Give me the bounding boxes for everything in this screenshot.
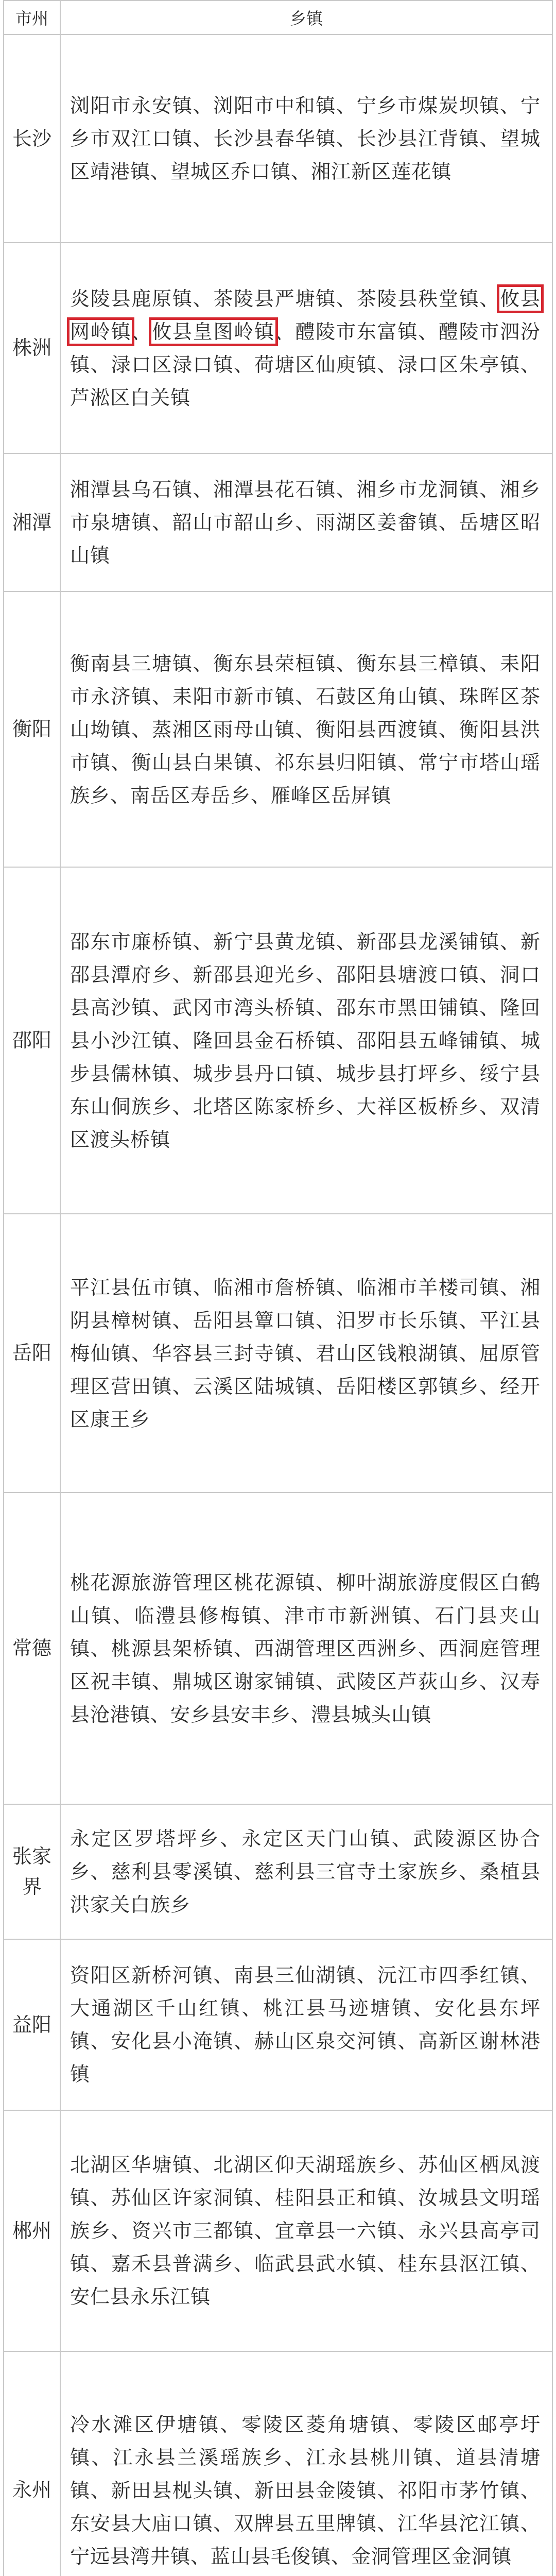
town-name: 经开区康王乡 bbox=[70, 1375, 541, 1431]
town-name: 武冈市湾头桥镇 bbox=[172, 996, 316, 1019]
town-separator: 、 bbox=[193, 2154, 214, 2176]
town-separator: 、 bbox=[316, 1571, 337, 1594]
town-separator: 、 bbox=[193, 1276, 214, 1299]
town-separator: 、 bbox=[150, 1703, 171, 1726]
towns-cell bbox=[60, 453, 552, 591]
town-separator: 、 bbox=[172, 1095, 193, 1118]
town-name: 蓝山县毛俊镇 bbox=[211, 2545, 332, 2568]
town-name: 湘阴县樟树镇 bbox=[70, 1276, 541, 1332]
header-towns: 乡镇 bbox=[60, 1, 552, 35]
town-name: 西湖管理区西洲乡 bbox=[254, 1637, 419, 1660]
town-separator: 、 bbox=[479, 127, 500, 150]
town-separator: 、 bbox=[152, 685, 172, 708]
town-name: 双牌县五里牌镇 bbox=[234, 2512, 377, 2535]
town-separator: 、 bbox=[254, 751, 275, 774]
town-separator: 、 bbox=[111, 2219, 132, 2242]
town-name: 宁乡市煤炭坝镇 bbox=[356, 94, 500, 117]
town-separator: 、 bbox=[291, 160, 311, 183]
town-separator: 、 bbox=[500, 1029, 520, 1052]
town-separator: 、 bbox=[377, 2512, 398, 2535]
header-city: 市州 bbox=[4, 1, 60, 35]
town-separator: 、 bbox=[377, 353, 398, 376]
town-separator: 、 bbox=[234, 2479, 254, 2502]
table-row bbox=[4, 867, 552, 1214]
town-name: 嘉禾县普满乡 bbox=[111, 2252, 234, 2275]
town-separator: 、 bbox=[479, 1670, 500, 1693]
town-table bbox=[3, 0, 553, 2576]
table-row bbox=[4, 2351, 552, 2576]
towns-cell bbox=[60, 591, 552, 867]
town-separator: 、 bbox=[336, 127, 357, 150]
town-name: 桂东县沤江镇 bbox=[397, 2252, 520, 2275]
town-name: 绥宁县东山侗族乡 bbox=[70, 1062, 541, 1118]
town-name: 石鼓区角山镇 bbox=[316, 685, 439, 708]
town-separator: 、 bbox=[172, 1375, 193, 1398]
town-separator: 、 bbox=[500, 94, 520, 117]
town-separator: 、 bbox=[391, 1827, 413, 1850]
town-separator: 、 bbox=[234, 2252, 254, 2275]
town-name: 安化县东坪镇 bbox=[70, 1997, 541, 2053]
town-separator: 、 bbox=[520, 2479, 541, 2502]
towns-cell bbox=[60, 1804, 552, 1939]
town-name: 湘江新区莲花镇 bbox=[311, 160, 452, 183]
town-name: 衡东县三樟镇 bbox=[356, 652, 480, 675]
town-name: 资兴市三都镇 bbox=[131, 2219, 254, 2242]
town-name: 北塔区陈家桥乡 bbox=[193, 1095, 336, 1118]
town-name: 桑植县洪家关白族乡 bbox=[70, 1860, 541, 1916]
town-separator: 、 bbox=[336, 94, 357, 117]
town-separator: 、 bbox=[336, 652, 357, 675]
town-name: 桃花源旅游管理区桃花源镇 bbox=[70, 1571, 316, 1594]
town-separator: 、 bbox=[418, 1637, 439, 1660]
town-name: 衡阳县西渡镇 bbox=[316, 718, 439, 741]
town-separator: 、 bbox=[110, 784, 131, 807]
town-name: 炎陵县鹿原镇 bbox=[70, 287, 193, 310]
town-name: 茶陵县秩堂镇 bbox=[356, 287, 480, 310]
town-name: 芦淞区白关镇 bbox=[70, 386, 191, 409]
table-body bbox=[4, 35, 552, 2576]
town-name: 江永县桃川镇 bbox=[306, 2446, 435, 2469]
towns-cell bbox=[60, 243, 552, 453]
town-name: 零陵区邮亭圩镇 bbox=[70, 2413, 541, 2469]
town-name: 冷水滩区伊塘镇 bbox=[70, 2413, 220, 2436]
town-separator: 、 bbox=[150, 160, 171, 183]
town-name: 平江县伍市镇 bbox=[70, 1276, 193, 1299]
town-separator: 、 bbox=[172, 963, 193, 986]
town-name: 韶山市韶山乡 bbox=[172, 511, 296, 534]
city-cell: 张家界 bbox=[4, 1804, 60, 1939]
town-name: 临湘市羊楼司镇 bbox=[356, 1276, 500, 1299]
town-name: 长沙县江背镇 bbox=[356, 127, 480, 150]
town-name: 安乡县安丰乡 bbox=[170, 1703, 291, 1726]
town-name: 石门县夹山镇 bbox=[70, 1604, 541, 1660]
towns-cell bbox=[60, 867, 552, 1214]
town-name: 珠晖区茶山坳镇 bbox=[70, 685, 541, 741]
town-name: 新宁县黄龙镇 bbox=[213, 930, 336, 953]
town-separator: 、 bbox=[295, 718, 316, 741]
town-name: 北湖区仰天湖瑶族乡 bbox=[213, 2154, 398, 2176]
town-separator: 、 bbox=[336, 930, 357, 953]
town-name: 新邵县迎光乡 bbox=[193, 963, 316, 986]
town-separator: 、 bbox=[172, 1309, 193, 1332]
town-separator: 、 bbox=[331, 2545, 352, 2568]
town-name: 城步县儒林镇 bbox=[70, 1029, 541, 1085]
town-name: 南县三仙湖镇 bbox=[234, 1964, 357, 1987]
town-separator: 、 bbox=[520, 2512, 541, 2535]
town-name: 宜章县一六镇 bbox=[274, 2219, 398, 2242]
town-separator: 、 bbox=[316, 1670, 337, 1693]
town-separator: 、 bbox=[316, 1309, 337, 1332]
town-separator: 、 bbox=[111, 751, 132, 774]
town-separator: 、 bbox=[234, 1637, 254, 1660]
town-name: 邵阳县塘渡口镇 bbox=[336, 963, 480, 986]
town-separator: 、 bbox=[336, 287, 357, 310]
town-name: 衡阳县洪市镇 bbox=[70, 718, 541, 774]
town-separator: 、 bbox=[131, 320, 152, 343]
town-separator: 、 bbox=[336, 1095, 357, 1118]
town-separator: 、 bbox=[234, 2030, 254, 2053]
town-name: 新邵县龙溪铺镇 bbox=[356, 930, 500, 953]
town-separator: 、 bbox=[90, 2187, 111, 2209]
city-cell: 永州 bbox=[4, 2351, 60, 2576]
town-name: 平江县梅仙镇 bbox=[70, 1309, 541, 1365]
table-header-row bbox=[4, 1, 552, 35]
town-name: 西洞庭管理区祝丰镇 bbox=[70, 1637, 541, 1693]
town-name: 资阳区新桥河镇 bbox=[70, 1964, 214, 1987]
town-separator: 、 bbox=[479, 1095, 500, 1118]
town-name: 临澧县修梅镇 bbox=[134, 1604, 263, 1627]
town-name: 大祥区板桥乡 bbox=[356, 1095, 480, 1118]
town-name: 东安县大庙口镇 bbox=[70, 2512, 214, 2535]
town-separator: 、 bbox=[131, 1342, 152, 1365]
town-name: 柳叶湖旅游度假区白鹤山镇 bbox=[70, 1571, 541, 1627]
town-name: 南岳区寿岳乡 bbox=[130, 784, 251, 807]
town-separator: 、 bbox=[193, 287, 214, 310]
town-separator: 、 bbox=[520, 1964, 541, 1987]
town-separator: 、 bbox=[438, 718, 459, 741]
town-name: 永定区罗塔坪乡 bbox=[70, 1827, 220, 1850]
town-name: 浏阳市永安镇 bbox=[70, 94, 193, 117]
town-name: 邵东市廉桥镇 bbox=[70, 930, 193, 953]
town-name: 永定区天门山镇 bbox=[241, 1827, 392, 1850]
town-separator: 、 bbox=[336, 1029, 357, 1052]
town-name: 隆回县金石桥镇 bbox=[193, 1029, 336, 1052]
town-separator: 、 bbox=[274, 320, 296, 343]
table-row bbox=[4, 453, 552, 591]
town-separator: 、 bbox=[254, 2187, 275, 2209]
town-name: 华容县三封寺镇 bbox=[152, 1342, 296, 1365]
town-name: 武陵源区协合乡 bbox=[70, 1827, 541, 1883]
town-separator: 、 bbox=[284, 2446, 306, 2469]
table-row bbox=[4, 1939, 552, 2110]
town-separator: 、 bbox=[377, 2252, 398, 2275]
town-name: 苏仙区许家洞镇 bbox=[111, 2187, 254, 2209]
town-separator: 、 bbox=[193, 930, 214, 953]
town-name: 雁峰区岳屏镇 bbox=[271, 784, 392, 807]
town-name: 祁东县归阳镇 bbox=[274, 751, 398, 774]
town-name: 洞口县高沙镇 bbox=[70, 963, 541, 1019]
table-row bbox=[4, 1493, 552, 1804]
town-name: 汝城县文明瑶族乡 bbox=[70, 2187, 541, 2242]
town-name: 赫山区泉交河镇 bbox=[254, 2030, 398, 2053]
town-separator: 、 bbox=[397, 751, 419, 774]
city-cell: 岳阳 bbox=[4, 1214, 60, 1493]
table-row bbox=[4, 35, 552, 243]
town-name: 邵阳县五峰铺镇 bbox=[356, 1029, 500, 1052]
town-name: 沅江市四季红镇 bbox=[377, 1964, 520, 1987]
town-separator: 、 bbox=[190, 2545, 211, 2568]
town-separator: 、 bbox=[90, 353, 111, 376]
town-name: 安化县小淹镇 bbox=[111, 2030, 234, 2053]
town-name: 屈原管理区营田镇 bbox=[70, 1342, 541, 1398]
town-separator: 、 bbox=[479, 652, 500, 675]
town-separator: 、 bbox=[113, 1604, 134, 1627]
town-name: 云溪区陆城镇 bbox=[193, 1375, 316, 1398]
town-name: 宁远县湾井镇 bbox=[70, 2545, 191, 2568]
town-name: 鼎城区谢家铺镇 bbox=[172, 1670, 316, 1693]
town-name: 北湖区华塘镇 bbox=[70, 2154, 193, 2176]
town-separator: 、 bbox=[152, 511, 172, 534]
city-cell: 衡阳 bbox=[4, 591, 60, 867]
town-name: 衡东县荣桓镇 bbox=[213, 652, 336, 675]
city-cell: 邵阳 bbox=[4, 867, 60, 1214]
town-separator: 、 bbox=[336, 478, 357, 501]
town-separator: 、 bbox=[90, 2252, 111, 2275]
town-name: 岳阳楼区郭镇乡 bbox=[336, 1375, 480, 1398]
town-separator: 、 bbox=[356, 1964, 377, 1987]
town-name: 城步县打坪乡 bbox=[336, 1062, 459, 1085]
towns-cell bbox=[60, 2110, 552, 2351]
town-separator: 、 bbox=[391, 2413, 413, 2436]
town-separator: 、 bbox=[418, 320, 439, 343]
town-name: 茶陵县严塘镇 bbox=[213, 287, 336, 310]
town-separator: 、 bbox=[316, 963, 337, 986]
town-separator: 、 bbox=[172, 1029, 193, 1052]
town-separator: 、 bbox=[500, 1276, 520, 1299]
town-separator: 、 bbox=[479, 287, 500, 310]
town-name: 道县清塘镇 bbox=[70, 2446, 541, 2502]
towns-cell bbox=[60, 1214, 552, 1493]
town-separator: 、 bbox=[90, 1860, 111, 1883]
town-separator: 、 bbox=[213, 2512, 234, 2535]
table-row bbox=[4, 2110, 552, 2351]
town-separator: 、 bbox=[234, 353, 254, 376]
town-separator: 、 bbox=[90, 2479, 111, 2502]
town-name: 汉寿县沧港镇 bbox=[70, 1670, 541, 1726]
town-separator: 、 bbox=[479, 996, 500, 1019]
town-separator: 、 bbox=[152, 996, 172, 1019]
table-row bbox=[4, 1804, 552, 1939]
town-separator: 、 bbox=[152, 1670, 172, 1693]
town-separator: 、 bbox=[91, 2446, 113, 2469]
town-name: 永兴县高亭司镇 bbox=[70, 2219, 541, 2275]
town-separator: 、 bbox=[316, 1375, 337, 1398]
town-name: 武陵区芦荻山乡 bbox=[336, 1670, 480, 1693]
town-name: 望城区靖港镇 bbox=[70, 127, 541, 183]
towns-cell bbox=[60, 1493, 552, 1804]
town-separator: 、 bbox=[435, 2446, 456, 2469]
town-name: 长沙县春华镇 bbox=[213, 127, 336, 150]
town-name: 新邵县潭府乡 bbox=[70, 930, 541, 986]
town-separator: 、 bbox=[172, 1062, 193, 1085]
city-cell: 株洲 bbox=[4, 243, 60, 453]
town-separator: 、 bbox=[213, 1964, 234, 1987]
town-separator: 、 bbox=[520, 353, 541, 376]
town-name: 醴陵市东富镇 bbox=[295, 320, 419, 343]
town-separator: 、 bbox=[438, 511, 459, 534]
town-separator: 、 bbox=[397, 2219, 419, 2242]
town-name: 宁乡市双江口镇 bbox=[70, 94, 541, 150]
town-separator: 、 bbox=[90, 2030, 111, 2053]
town-separator: 、 bbox=[295, 511, 316, 534]
town-separator: 、 bbox=[459, 1062, 480, 1085]
town-name: 临武县武水镇 bbox=[254, 2252, 377, 2275]
town-name: 大通湖区千山红镇 bbox=[70, 1997, 242, 2020]
town-name: 君山区钱粮湖镇 bbox=[316, 1342, 459, 1365]
city-cell: 益阳 bbox=[4, 1939, 60, 2110]
town-separator: 、 bbox=[479, 963, 500, 986]
town-name: 衡山县白果镇 bbox=[131, 751, 254, 774]
towns-cell bbox=[60, 1939, 552, 2110]
town-separator: 、 bbox=[413, 1997, 435, 2020]
town-name: 耒阳市永济镇 bbox=[70, 652, 541, 708]
town-name: 临湘市詹桥镇 bbox=[213, 1276, 336, 1299]
table-row bbox=[4, 1214, 552, 1493]
town-name: 醴陵市泗汾镇 bbox=[70, 320, 541, 376]
town-name: 浏阳市中和镇 bbox=[213, 94, 336, 117]
town-name: 荷塘区仙庾镇 bbox=[254, 353, 377, 376]
town-separator: 、 bbox=[193, 94, 214, 117]
town-name: 高新区谢林港镇 bbox=[70, 2030, 541, 2086]
town-separator: 、 bbox=[459, 1342, 480, 1365]
town-name: 津市市新洲镇 bbox=[284, 1604, 413, 1627]
town-separator: 、 bbox=[295, 685, 316, 708]
town-separator: 、 bbox=[220, 2413, 242, 2436]
town-name: 岳阳县簟口镇 bbox=[193, 1309, 316, 1332]
town-name: 金洞管理区金洞镇 bbox=[351, 2545, 512, 2568]
town-name: 隆回县小沙江镇 bbox=[70, 996, 541, 1052]
city-cell: 长沙 bbox=[4, 35, 60, 243]
city-cell: 郴州 bbox=[4, 2110, 60, 2351]
town-separator: 、 bbox=[316, 1062, 337, 1085]
town-name: 苏仙区栖凤渡镇 bbox=[70, 2154, 541, 2209]
town-separator: 、 bbox=[254, 2219, 275, 2242]
town-name: 耒阳市新市镇 bbox=[172, 685, 296, 708]
town-name: 澧县城头山镇 bbox=[311, 1703, 432, 1726]
town-separator: 、 bbox=[263, 1604, 285, 1627]
town-name: 渌口区朱亭镇 bbox=[397, 353, 520, 376]
town-name: 零陵区菱角塘镇 bbox=[241, 2413, 392, 2436]
town-name: 桃源县架桥镇 bbox=[111, 1637, 234, 1660]
town-separator: 、 bbox=[193, 652, 214, 675]
town-separator: 、 bbox=[336, 1276, 357, 1299]
town-name: 望城区乔口镇 bbox=[170, 160, 291, 183]
town-name: 慈利县三官寺土家族乡 bbox=[254, 1860, 459, 1883]
town-name: 湘乡市泉塘镇 bbox=[70, 478, 541, 534]
town-separator: 、 bbox=[397, 2187, 419, 2209]
town-name: 常宁市塔山瑶族乡 bbox=[70, 751, 541, 807]
town-separator: 、 bbox=[193, 127, 214, 150]
town-separator: 、 bbox=[193, 478, 214, 501]
table-row bbox=[4, 591, 552, 867]
town-separator: 、 bbox=[131, 718, 152, 741]
town-separator: 、 bbox=[316, 996, 337, 1019]
town-separator: 、 bbox=[479, 1375, 500, 1398]
town-name-highlighted: 攸县皇图岭镇 bbox=[152, 320, 275, 343]
town-separator: 、 bbox=[438, 685, 459, 708]
town-name: 蒸湘区雨母山镇 bbox=[152, 718, 296, 741]
town-name-highlighted: 攸县网岭镇 bbox=[70, 287, 541, 343]
town-name: 邵东市黑田铺镇 bbox=[336, 996, 480, 1019]
town-separator: 、 bbox=[413, 1604, 435, 1627]
town-name: 汨罗市长乐镇 bbox=[336, 1309, 459, 1332]
town-separator: 、 bbox=[241, 1997, 263, 2020]
city-cell: 湘潭 bbox=[4, 453, 60, 591]
town-name: 湘乡市龙洞镇 bbox=[356, 478, 480, 501]
town-name: 城步县丹口镇 bbox=[193, 1062, 316, 1085]
town-name: 衡南县三塘镇 bbox=[70, 652, 193, 675]
towns-cell bbox=[60, 35, 552, 243]
town-name: 祁阳市茅竹镇 bbox=[397, 2479, 520, 2502]
town-separator: 、 bbox=[377, 2479, 398, 2502]
town-separator: 、 bbox=[397, 2030, 419, 2053]
town-name: 雨湖区姜畲镇 bbox=[316, 511, 439, 534]
town-separator: 、 bbox=[291, 1703, 311, 1726]
town-separator: 、 bbox=[479, 478, 500, 501]
town-separator: 、 bbox=[90, 1637, 111, 1660]
town-name: 桂阳县正和镇 bbox=[274, 2187, 398, 2209]
town-name: 江永县兰溪瑶族乡 bbox=[113, 2446, 285, 2469]
towns-cell bbox=[60, 2351, 552, 2576]
town-separator: 、 bbox=[520, 2252, 541, 2275]
town-name: 湘潭县花石镇 bbox=[213, 478, 336, 501]
town-name: 桃江县马迹塘镇 bbox=[263, 1997, 413, 2020]
city-cell: 常德 bbox=[4, 1493, 60, 1804]
table-row bbox=[4, 243, 552, 453]
town-name: 慈利县零溪镇 bbox=[111, 1860, 234, 1883]
town-name: 双清区渡头桥镇 bbox=[70, 1095, 541, 1151]
town-separator: 、 bbox=[459, 1860, 480, 1883]
town-separator: 、 bbox=[397, 2154, 419, 2176]
town-name: 新田县金陵镇 bbox=[254, 2479, 377, 2502]
town-name: 岳塘区昭山镇 bbox=[70, 511, 541, 567]
town-separator: 、 bbox=[500, 930, 520, 953]
town-separator: 、 bbox=[295, 1342, 316, 1365]
town-separator: 、 bbox=[220, 1827, 242, 1850]
town-name: 江华县沱江镇 bbox=[397, 2512, 520, 2535]
town-separator: 、 bbox=[234, 1860, 254, 1883]
town-name: 新田县枧头镇 bbox=[111, 2479, 234, 2502]
town-separator: 、 bbox=[251, 784, 271, 807]
town-separator: 、 bbox=[459, 1309, 480, 1332]
town-name: 渌口区渌口镇 bbox=[111, 353, 234, 376]
town-name: 湘潭县乌石镇 bbox=[70, 478, 193, 501]
town-name: 安仁县永乐江镇 bbox=[70, 2285, 211, 2308]
